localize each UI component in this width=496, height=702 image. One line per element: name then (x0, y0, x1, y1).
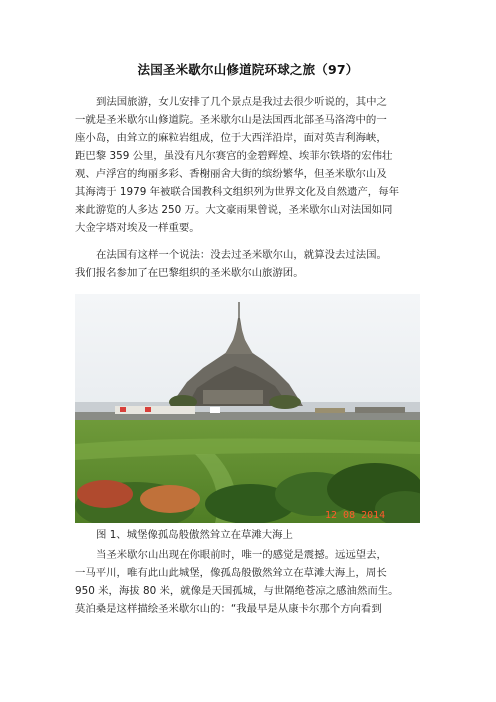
paragraph-line: 距巴黎 359 公里，虽没有凡尔赛宫的金碧辉煌、埃菲尔铁塔的宏伟壮 (75, 150, 393, 162)
paragraph-line: 一就是圣米歇尔山修道院。圣米歇尔山是法国西北部圣马洛湾中的一 (75, 114, 387, 126)
mont-saint-michel-photo (75, 294, 420, 523)
paragraph-line: 在法国有这样一个说法：没去过圣米歇尔山，就算没去过法国。 (96, 249, 387, 261)
paragraph-line: 大金字塔对埃及一样重要。 (75, 222, 200, 234)
photo-timestamp: 12 08 2014 (325, 510, 386, 521)
figure-caption: 图 1、城堡像孤岛般傲然耸立在草滩大海上 (96, 529, 293, 541)
paragraph-line: 观、卢浮宫的绚丽多彩、香榭丽舍大街的缤纷繁华，但圣米歇尔山及 (75, 168, 387, 180)
paragraph-line: 950 米，海拔 80 米，就像是天国孤城，与世隔绝苍凉之感油然而生。 (75, 585, 399, 597)
paragraph-line: 莫泊桑是这样描绘圣米歇尔山的：“我最早是从康卡尔那个方向看到 (75, 603, 382, 615)
paragraph-line: 其海湾于 1979 年被联合国教科文组织列为世界文化及自然遗产，每年 (75, 186, 399, 198)
paragraph-line: 一马平川，唯有此山此城堡，像孤岛般傲然耸立在草滩大海上，周长 (75, 567, 387, 579)
paragraph-line: 来此游览的人多达 250 万。大文豪雨果曾说，圣米歇尔山对法国如同 (75, 204, 393, 216)
paragraph-line: 到法国旅游，女儿安排了几个景点是我过去很少听说的，其中之 (96, 96, 387, 108)
paragraph-line: 当圣米歇尔山出现在你眼前时，唯一的感觉是震撼。远远望去， (96, 549, 387, 561)
paragraph-line: 座小岛，由耸立的麻粒岩组成，位于大西洋沿岸，面对英吉利海峡， (75, 132, 387, 144)
page-title: 法国圣米歇尔山修道院环球之旅（97） (137, 62, 359, 77)
paragraph-line: 我们报名参加了在巴黎组织的圣米歇尔山旅游团。 (75, 267, 304, 279)
